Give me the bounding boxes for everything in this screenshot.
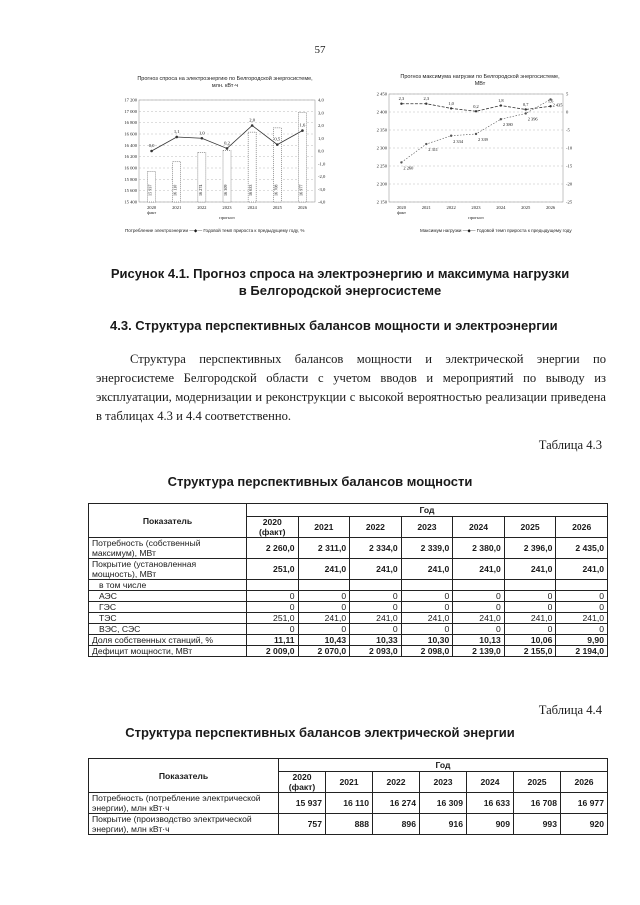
- year-header: 2023: [401, 517, 453, 538]
- x-tick-label: 2025: [521, 205, 531, 210]
- table-row: [89, 624, 608, 635]
- page-number: 57: [314, 44, 326, 56]
- load-label: 2 435: [552, 102, 563, 108]
- y-tick-label: 16 000: [124, 165, 137, 171]
- y2-tick-label: -15: [566, 163, 573, 169]
- rate-point: [175, 136, 178, 139]
- cell-value: 241,0: [401, 559, 453, 580]
- peak-load-chart-svg: [365, 70, 587, 240]
- cell-value: 16 708: [514, 793, 561, 814]
- load-point: [475, 133, 477, 135]
- table-row: [89, 613, 608, 624]
- row-label: Дефицит мощности, МВт: [89, 646, 247, 657]
- bar-label: 16 977: [298, 184, 304, 196]
- cell-value: 0: [298, 602, 350, 613]
- row-label: Потребность (потребление электрической энергии), млн кВт·ч: [89, 793, 279, 814]
- year-header: 2026: [556, 517, 608, 538]
- load-label: 2 260: [403, 165, 414, 171]
- cell-value: 2 380,0: [453, 538, 505, 559]
- x-tick-label: 2023: [222, 205, 232, 210]
- cell-value: 0: [401, 602, 453, 613]
- table-row: [89, 646, 608, 657]
- y-tick-label: 2 150: [376, 199, 387, 205]
- row-label: в том числе: [89, 580, 247, 591]
- energy-balance-table: [88, 758, 608, 835]
- cell-value: 10,06: [504, 635, 556, 646]
- cell-value: 2 334,0: [350, 538, 402, 559]
- cell-value: 2 139,0: [453, 646, 505, 657]
- load-point: [450, 135, 452, 137]
- cell-value: 241,0: [556, 613, 608, 624]
- peak-load-chart: [365, 70, 587, 240]
- x-tick-label: 2022: [197, 205, 207, 210]
- cell-value: 888: [326, 814, 373, 835]
- rate-label: 1,8: [498, 98, 504, 104]
- y2-tick-label: -20: [566, 181, 573, 187]
- cell-value: 0: [556, 591, 608, 602]
- consumption-chart-legend: Потребление электроэнергии —◆— Годовой темп прироста к предыдущему году, %: [125, 228, 305, 233]
- load-label: 2 311: [428, 147, 439, 153]
- cell-value: 241,0: [350, 613, 402, 624]
- cell-value: [350, 580, 402, 591]
- cell-value: 0: [350, 602, 402, 613]
- power-balance-table: [88, 503, 608, 657]
- load-point: [425, 143, 427, 145]
- peak-load-chart-legend: Максимум нагрузки —◆— Годовой темп прироста к предыдущему году: [420, 228, 572, 233]
- cell-value: 0: [350, 624, 402, 635]
- cell-value: 909: [467, 814, 514, 835]
- row-label: Доля собственных станций, %: [89, 635, 247, 646]
- cell-value: 241,0: [504, 613, 556, 624]
- cell-value: 0: [504, 591, 556, 602]
- cell-value: 0: [556, 602, 608, 613]
- load-point: [400, 161, 402, 163]
- bar-label: 16 110: [172, 184, 178, 196]
- y-tick-label: 16 800: [124, 120, 137, 126]
- rate-point: [525, 108, 527, 110]
- x-tick-label: 2024: [496, 205, 506, 210]
- table4-label: Таблица 4.4: [538, 703, 602, 717]
- cell-value: 10,30: [401, 635, 453, 646]
- year-header: 2023: [420, 772, 467, 793]
- table-row: [89, 814, 608, 835]
- cell-value: 757: [279, 814, 326, 835]
- cell-value: 9,90: [556, 635, 608, 646]
- table-row: [89, 793, 608, 814]
- rate-label: 2,3: [398, 96, 405, 102]
- year-header: 2025: [504, 517, 556, 538]
- cell-value: [298, 580, 350, 591]
- x-tick-label: 2020: [396, 205, 407, 210]
- rate-label: 2,0: [249, 117, 256, 123]
- cell-value: 251,0: [247, 559, 299, 580]
- year-header: 2022: [350, 517, 402, 538]
- year-header: 2022: [373, 772, 420, 793]
- cell-value: 2 311,0: [298, 538, 350, 559]
- y-tick-label: 16 400: [124, 142, 137, 148]
- table-row: [89, 591, 608, 602]
- cell-value: 993: [514, 814, 561, 835]
- year-header: 2024: [467, 772, 514, 793]
- table4-title: Структура перспективных балансов электрической энергии: [125, 725, 515, 740]
- cell-value: 896: [373, 814, 420, 835]
- table3-label: Таблица 4.3: [538, 438, 602, 452]
- cell-value: 10,33: [350, 635, 402, 646]
- y-tick-label: 2 350: [376, 127, 387, 133]
- cell-value: 16 309: [420, 793, 467, 814]
- x-tick-label: 2024: [247, 205, 257, 210]
- cell-value: 0: [247, 624, 299, 635]
- table-row: [89, 559, 608, 580]
- figure-caption-line2: в Белгородской энергосистеме: [238, 283, 442, 298]
- rate-label: 1,1: [173, 128, 180, 134]
- y-tick-label: 16 200: [124, 154, 137, 160]
- rate-point: [549, 105, 551, 107]
- cell-value: 920: [561, 814, 608, 835]
- cell-value: 241,0: [453, 613, 505, 624]
- figure-caption: [80, 265, 600, 299]
- y-tick-label: 15 400: [124, 199, 137, 205]
- cell-value: 0: [247, 602, 299, 613]
- y-tick-label: 2 300: [376, 145, 387, 151]
- cell-value: 16 110: [326, 793, 373, 814]
- rate-point: [150, 150, 153, 153]
- row-label: ВЭС, СЭС: [89, 624, 247, 635]
- cell-value: 241,0: [556, 559, 608, 580]
- rate-point: [226, 147, 229, 150]
- cell-value: 0: [453, 591, 505, 602]
- year-header: 2021: [326, 772, 373, 793]
- x-tick-label: факт: [396, 210, 407, 215]
- table-row: [89, 580, 608, 591]
- cell-value: [453, 580, 505, 591]
- cell-value: 2 435,0: [556, 538, 608, 559]
- cell-value: 2 194,0: [556, 646, 608, 657]
- y2-tick-label: -25: [566, 199, 573, 205]
- load-label: 2 334: [453, 138, 464, 144]
- cell-value: 0: [556, 624, 608, 635]
- table-row: [89, 602, 608, 613]
- year-header: 2025: [514, 772, 561, 793]
- x-tick-label: 2021: [172, 205, 182, 210]
- row-label: ТЭС: [89, 613, 247, 624]
- y2-tick-label: -5: [566, 127, 570, 133]
- cell-value: [504, 580, 556, 591]
- x-tick-label: 2021: [421, 205, 431, 210]
- year-header: 2020 (факт): [247, 517, 299, 538]
- y-tick-label: 2 200: [376, 181, 387, 187]
- x-tick-label: 2026: [545, 205, 556, 210]
- y2-tick-label: -10: [566, 145, 573, 151]
- bar-label: 16 274: [197, 184, 203, 196]
- rate-label: 1,0: [198, 130, 205, 136]
- cell-value: 0: [504, 602, 556, 613]
- rate-label: 0,2: [224, 140, 230, 146]
- row-label: ГЭС: [89, 602, 247, 613]
- table3-param-header: Показатель: [89, 504, 247, 538]
- load-point: [500, 118, 502, 120]
- cell-value: 15 937: [279, 793, 326, 814]
- cell-value: 0: [453, 602, 505, 613]
- y-tick-label: 17 200: [124, 97, 137, 103]
- y-tick-label: 2 400: [376, 109, 387, 115]
- load-label: 2 339: [478, 136, 488, 142]
- cell-value: 10,13: [453, 635, 505, 646]
- section-heading: 4.3. Структура перспективных балансов мощности и электроэнергии: [110, 318, 558, 333]
- year-header: 2026: [561, 772, 608, 793]
- table3-year-header: Год: [247, 504, 608, 517]
- y2-tick-label: 3,0: [318, 110, 324, 116]
- rate-label: 0,2: [473, 103, 479, 109]
- cell-value: 241,0: [350, 559, 402, 580]
- cell-value: 241,0: [298, 613, 350, 624]
- peak-load-chart-title: Прогноз максимума нагрузки по Белгородской энергосистеме, МВт: [400, 74, 560, 87]
- row-label: Потребность (собственный максимум), МВт: [89, 538, 247, 559]
- bar-label: 16 708: [273, 184, 279, 196]
- y2-tick-label: 1,0: [318, 135, 324, 141]
- cell-value: [401, 580, 453, 591]
- rate-point: [450, 107, 452, 109]
- cell-value: 0: [298, 624, 350, 635]
- cell-value: 241,0: [453, 559, 505, 580]
- cell-value: 241,0: [401, 613, 453, 624]
- rate-point: [201, 137, 204, 140]
- table4-year-header: Год: [279, 759, 608, 772]
- y2-tick-label: 4,0: [318, 97, 324, 103]
- cell-value: 0: [504, 624, 556, 635]
- table3-title: Структура перспективных балансов мощности: [167, 474, 473, 489]
- bar-label: 16 309: [223, 184, 228, 196]
- cell-value: 2 396,0: [504, 538, 556, 559]
- cell-value: [247, 580, 299, 591]
- load-label: 2 396: [527, 116, 538, 122]
- rate-point: [301, 129, 304, 132]
- y-tick-label: 15 600: [124, 188, 137, 194]
- cell-value: 0: [247, 591, 299, 602]
- row-label: Покрытие (установленная мощность), МВт: [89, 559, 247, 580]
- cell-value: 916: [420, 814, 467, 835]
- y-tick-label: 17 000: [124, 108, 137, 114]
- cell-value: 0: [298, 591, 350, 602]
- y-tick-label: 16 600: [124, 131, 137, 137]
- x-tick-label: 2022: [446, 205, 456, 210]
- cell-value: 241,0: [298, 559, 350, 580]
- load-label: 2 380: [502, 122, 513, 128]
- cell-value: 2 260,0: [247, 538, 299, 559]
- x-note: прогноз: [219, 215, 235, 220]
- rate-point: [251, 124, 254, 127]
- x-tick-label: 2025: [272, 205, 282, 210]
- rate-label: 0,5: [274, 136, 281, 142]
- cell-value: 251,0: [247, 613, 299, 624]
- bar-label: 16 633: [248, 184, 254, 196]
- x-note: прогноз: [468, 215, 484, 220]
- row-label: Покрытие (производство электрической энергии), млн кВт·ч: [89, 814, 279, 835]
- cell-value: 2 098,0: [401, 646, 453, 657]
- cell-value: 11,11: [247, 635, 299, 646]
- consumption-chart-svg: [115, 70, 337, 240]
- rate-label: 0,7: [522, 101, 529, 107]
- rate-point: [400, 103, 402, 105]
- rate-label: 1,6: [299, 122, 306, 128]
- bar-label: 15 937: [147, 184, 153, 196]
- rate-label: 2,3: [423, 96, 430, 102]
- year-header: 2024: [453, 517, 505, 538]
- table-row: [89, 538, 608, 559]
- cell-value: 2 070,0: [298, 646, 350, 657]
- x-tick-label: 2026: [297, 205, 308, 210]
- year-header: 2020 (факт): [279, 772, 326, 793]
- row-label: АЭС: [89, 591, 247, 602]
- y2-tick-label: 2,0: [318, 123, 324, 128]
- rate-label: 0,0: [148, 143, 155, 148]
- cell-value: 16 274: [373, 793, 420, 814]
- rate-point: [425, 103, 427, 105]
- figure-caption-line1: Рисунок 4.1. Прогноз спроса на электроэнергию и максимума нагрузки: [110, 266, 570, 281]
- y2-tick-label: -2,0: [318, 174, 326, 179]
- table-row: [89, 635, 608, 646]
- cell-value: 2 339,0: [401, 538, 453, 559]
- cell-value: 2 093,0: [350, 646, 402, 657]
- y2-tick-label: -1,0: [318, 161, 326, 167]
- rate-point: [475, 110, 477, 112]
- rate-point: [276, 143, 279, 146]
- table4-param-header: Показатель: [89, 759, 279, 793]
- cell-value: 241,0: [504, 559, 556, 580]
- cell-value: 2 155,0: [504, 646, 556, 657]
- cell-value: 10,43: [298, 635, 350, 646]
- y2-tick-label: -3,0: [318, 186, 326, 192]
- consumption-chart: [115, 70, 337, 240]
- cell-value: 0: [453, 624, 505, 635]
- y2-tick-label: 0: [566, 109, 569, 115]
- y2-tick-label: 0,0: [318, 148, 324, 154]
- rate-label: 1,0: [448, 100, 454, 106]
- cell-value: 0: [401, 624, 453, 635]
- y-tick-label: 2 250: [376, 163, 387, 169]
- year-header: 2021: [298, 517, 350, 538]
- cell-value: 2 009,0: [247, 646, 299, 657]
- cell-value: [556, 580, 608, 591]
- cell-value: 16 977: [561, 793, 608, 814]
- cell-value: 0: [350, 591, 402, 602]
- load-point: [525, 112, 527, 114]
- y-tick-label: 15 800: [124, 176, 137, 182]
- cell-value: 16 633: [467, 793, 514, 814]
- rate-label: 1,6: [547, 98, 554, 104]
- cell-value: 0: [401, 591, 453, 602]
- x-tick-label: факт: [146, 210, 157, 215]
- y2-tick-label: -4,0: [318, 199, 326, 205]
- rate-point: [500, 104, 502, 106]
- y2-tick-label: 5: [566, 91, 569, 97]
- body-paragraph: Структура перспективных балансов мощности и электрической энергии по энергосистеме Белгородской области с учетом вводов и мероприятий по выводу из эксплуатации, модернизации и реконструкции с высокой вероятностью реализации приведена в таблицах 4.3 и 4.4 соответственно.: [96, 352, 606, 423]
- y-tick-label: 2 450: [376, 91, 387, 97]
- x-tick-label: 2023: [471, 205, 481, 210]
- consumption-chart-title: Прогноз спроса на электроэнергию по Белгородской энергосистеме, млн. кВт·ч: [137, 76, 313, 89]
- x-tick-label: 2020: [146, 205, 157, 210]
